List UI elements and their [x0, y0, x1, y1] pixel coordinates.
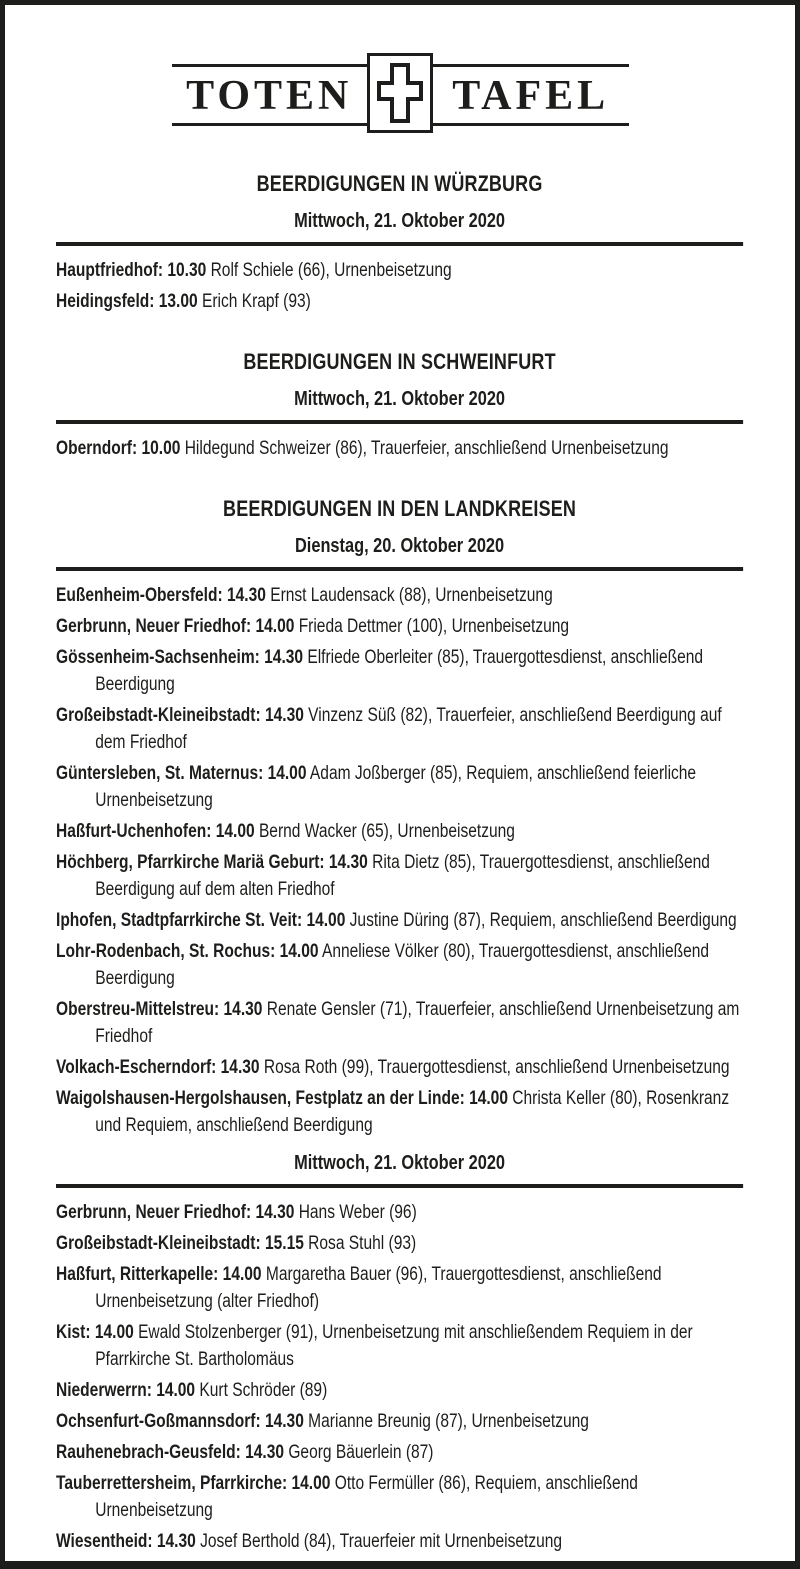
funeral-entry: Oberstreu-Mittelstreu: 14.30 Renate Gensler (71), Trauerfeier, anschließend Urnenbeisetzung am Friedhof [56, 999, 740, 1047]
entry-location-time: Volkach-Escherndorf: 14.30 [56, 1057, 260, 1078]
entry-location-time: Großeibstadt-Kleineibstadt: 14.30 [56, 705, 304, 726]
funeral-entry: Großeibstadt-Kleineibstadt: 14.30 Vinzenz Süß (82), Trauerfeier, anschließend Beerdigung auf dem Friedhof [56, 705, 722, 753]
entry-location-time: Lohr-Rodenbach, St. Rochus: 14.00 [56, 941, 319, 962]
section-title: BEERDIGUNGEN IN SCHWEINFURT [243, 349, 556, 374]
funeral-entry: Lohr-Rodenbach, St. Rochus: 14.00 Anneliese Völker (80), Trauergottesdienst, anschließend Beerdigung [56, 941, 710, 989]
section-divider [56, 242, 743, 246]
funeral-entry: Gössenheim-Sachsenheim: 14.30 Elfriede Oberleiter (85), Trauergottesdienst, anschließend Beerdigung [56, 647, 704, 695]
funeral-entry: Hauptfriedhof: 10.30 Rolf Schiele (66), Urnenbeisetzung [56, 260, 452, 281]
section-title: BEERDIGUNGEN IN DEN LANDKREISEN [223, 496, 577, 521]
entry-location-time: Rauhenebrach-Geusfeld: 14.30 [56, 1442, 285, 1463]
entry-location-time: Oberstreu-Mittelstreu: 14.30 [56, 999, 263, 1020]
entry-location-time: Waigolshausen-Hergolshausen, Festplatz an der Linde: 14.00 [56, 1088, 508, 1109]
entry-location-time: Kist: 14.00 [56, 1322, 134, 1343]
funeral-entry: Eußenheim-Obersfeld: 14.30 Ernst Laudensack (88), Urnenbeisetzung [56, 585, 553, 606]
masthead-word-left: TOTEN [186, 73, 353, 119]
entry-location-time: Oberndorf: 10.00 [56, 438, 181, 459]
entry-location-time: Haßfurt, Ritterkapelle: 14.00 [56, 1264, 262, 1285]
funeral-entry: Gerbrunn, Neuer Friedhof: 14.00 Frieda Dettmer (100), Urnenbeisetzung [56, 616, 570, 637]
masthead-word-right: TAFEL [452, 73, 610, 119]
entry-location-time: Gössenheim-Sachsenheim: 14.30 [56, 647, 304, 668]
section-divider [56, 1184, 743, 1188]
funeral-entry: Güntersleben, St. Maternus: 14.00 Adam Joßberger (85), Requiem, anschließend feierliche Urnenbeisetzung [56, 763, 697, 811]
entry-location-time: Ochsenfurt-Goßmannsdorf: 14.30 [56, 1411, 304, 1432]
funeral-entry: Höchberg, Pfarrkirche Mariä Geburt: 14.30 Rita Dietz (85), Trauergottesdienst, anschließend Beerdigung auf dem alten Friedhof [56, 852, 710, 900]
funeral-entry: Volkach-Escherndorf: 14.30 Rosa Roth (99), Trauergottesdienst, anschließend Urnenbeisetzung [56, 1057, 730, 1078]
funeral-entry: Heidingsfeld: 13.00 Erich Krapf (93) [56, 291, 311, 312]
funeral-entry: Gerbrunn, Neuer Friedhof: 14.30 Hans Weber (96) [56, 1202, 417, 1223]
section-divider [56, 567, 743, 571]
section-divider [56, 420, 743, 424]
funeral-entry: Iphofen, Stadtpfarrkirche St. Veit: 14.00 Justine Düring (87), Requiem, anschließend Beerdigung [56, 910, 737, 931]
funeral-entry: Wiesentheid: 14.30 Josef Berthold (84), Trauerfeier mit Urnenbeisetzung [56, 1531, 563, 1552]
entry-location-time: Iphofen, Stadtpfarrkirche St. Veit: 14.00 [56, 910, 346, 931]
funeral-entry: Niederwerrn: 14.00 Kurt Schröder (89) [56, 1380, 328, 1401]
entry-location-time: Gerbrunn, Neuer Friedhof: 14.00 [56, 616, 295, 637]
date-heading: Mittwoch, 21. Oktober 2020 [294, 210, 506, 232]
entry-location-time: Niederwerrn: 14.00 [56, 1380, 196, 1401]
entry-location-time: Eußenheim-Obersfeld: 14.30 [56, 585, 266, 606]
section-title: BEERDIGUNGEN IN WÜRZBURG [256, 171, 543, 196]
date-heading: Mittwoch, 21. Oktober 2020 [294, 388, 506, 410]
funeral-entry: Kist: 14.00 Ewald Stolzenberger (91), Urnenbeisetzung mit anschließendem Requiem in der Pfarrkirche St. Bartholomäus [56, 1322, 693, 1370]
funeral-entry: Oberndorf: 10.00 Hildegund Schweizer (86), Trauerfeier, anschließend Urnenbeisetzung [56, 438, 669, 459]
funeral-entry: Waigolshausen-Hergolshausen, Festplatz an der Linde: 14.00 Christa Keller (80), Rosenkranz und Requiem, anschließend Beerdigung [56, 1088, 730, 1136]
funeral-entry: Rauhenebrach-Geusfeld: 14.30 Georg Bäuerlein (87) [56, 1442, 434, 1463]
entry-location-time: Güntersleben, St. Maternus: 14.00 [56, 763, 307, 784]
date-heading: Dienstag, 20. Oktober 2020 [294, 535, 505, 557]
funeral-section [56, 496, 743, 1555]
sections-container [56, 171, 743, 1555]
funeral-entry: Haßfurt, Ritterkapelle: 14.00 Margaretha Bauer (96), Trauergottesdienst, anschließend Urnenbeisetzung (alter Friedhof) [56, 1264, 662, 1312]
funeral-entry: Ochsenfurt-Goßmannsdorf: 14.30 Marianne Breunig (87), Urnenbeisetzung [56, 1411, 589, 1432]
funeral-entry: Großeibstadt-Kleineibstadt: 15.15 Rosa Stuhl (93) [56, 1233, 417, 1254]
entry-location-time: Gerbrunn, Neuer Friedhof: 14.30 [56, 1202, 295, 1223]
latin-cross-icon [367, 53, 433, 133]
funeral-entry: Tauberrettersheim, Pfarrkirche: 14.00 Otto Fermüller (86), Requiem, anschließend Urnenbeisetzung [56, 1473, 638, 1521]
date-heading: Mittwoch, 21. Oktober 2020 [294, 1152, 506, 1174]
entry-location-time: Wiesentheid: 14.30 [56, 1531, 196, 1552]
masthead [172, 49, 629, 137]
entry-location-time: Hauptfriedhof: 10.30 [56, 260, 207, 281]
entry-location-time: Höchberg, Pfarrkirche Mariä Geburt: 14.30 [56, 852, 368, 873]
entry-location-time: Tauberrettersheim, Pfarrkirche: 14.00 [56, 1473, 331, 1494]
entry-location-time: Haßfurt-Uchenhofen: 14.00 [56, 821, 255, 842]
funeral-section [56, 349, 743, 462]
funeral-entry: Haßfurt-Uchenhofen: 14.00 Bernd Wacker (65), Urnenbeisetzung [56, 821, 515, 842]
funeral-section [56, 171, 743, 315]
entry-location-time: Großeibstadt-Kleineibstadt: 15.15 [56, 1233, 304, 1254]
entry-location-time: Heidingsfeld: 13.00 [56, 291, 198, 312]
